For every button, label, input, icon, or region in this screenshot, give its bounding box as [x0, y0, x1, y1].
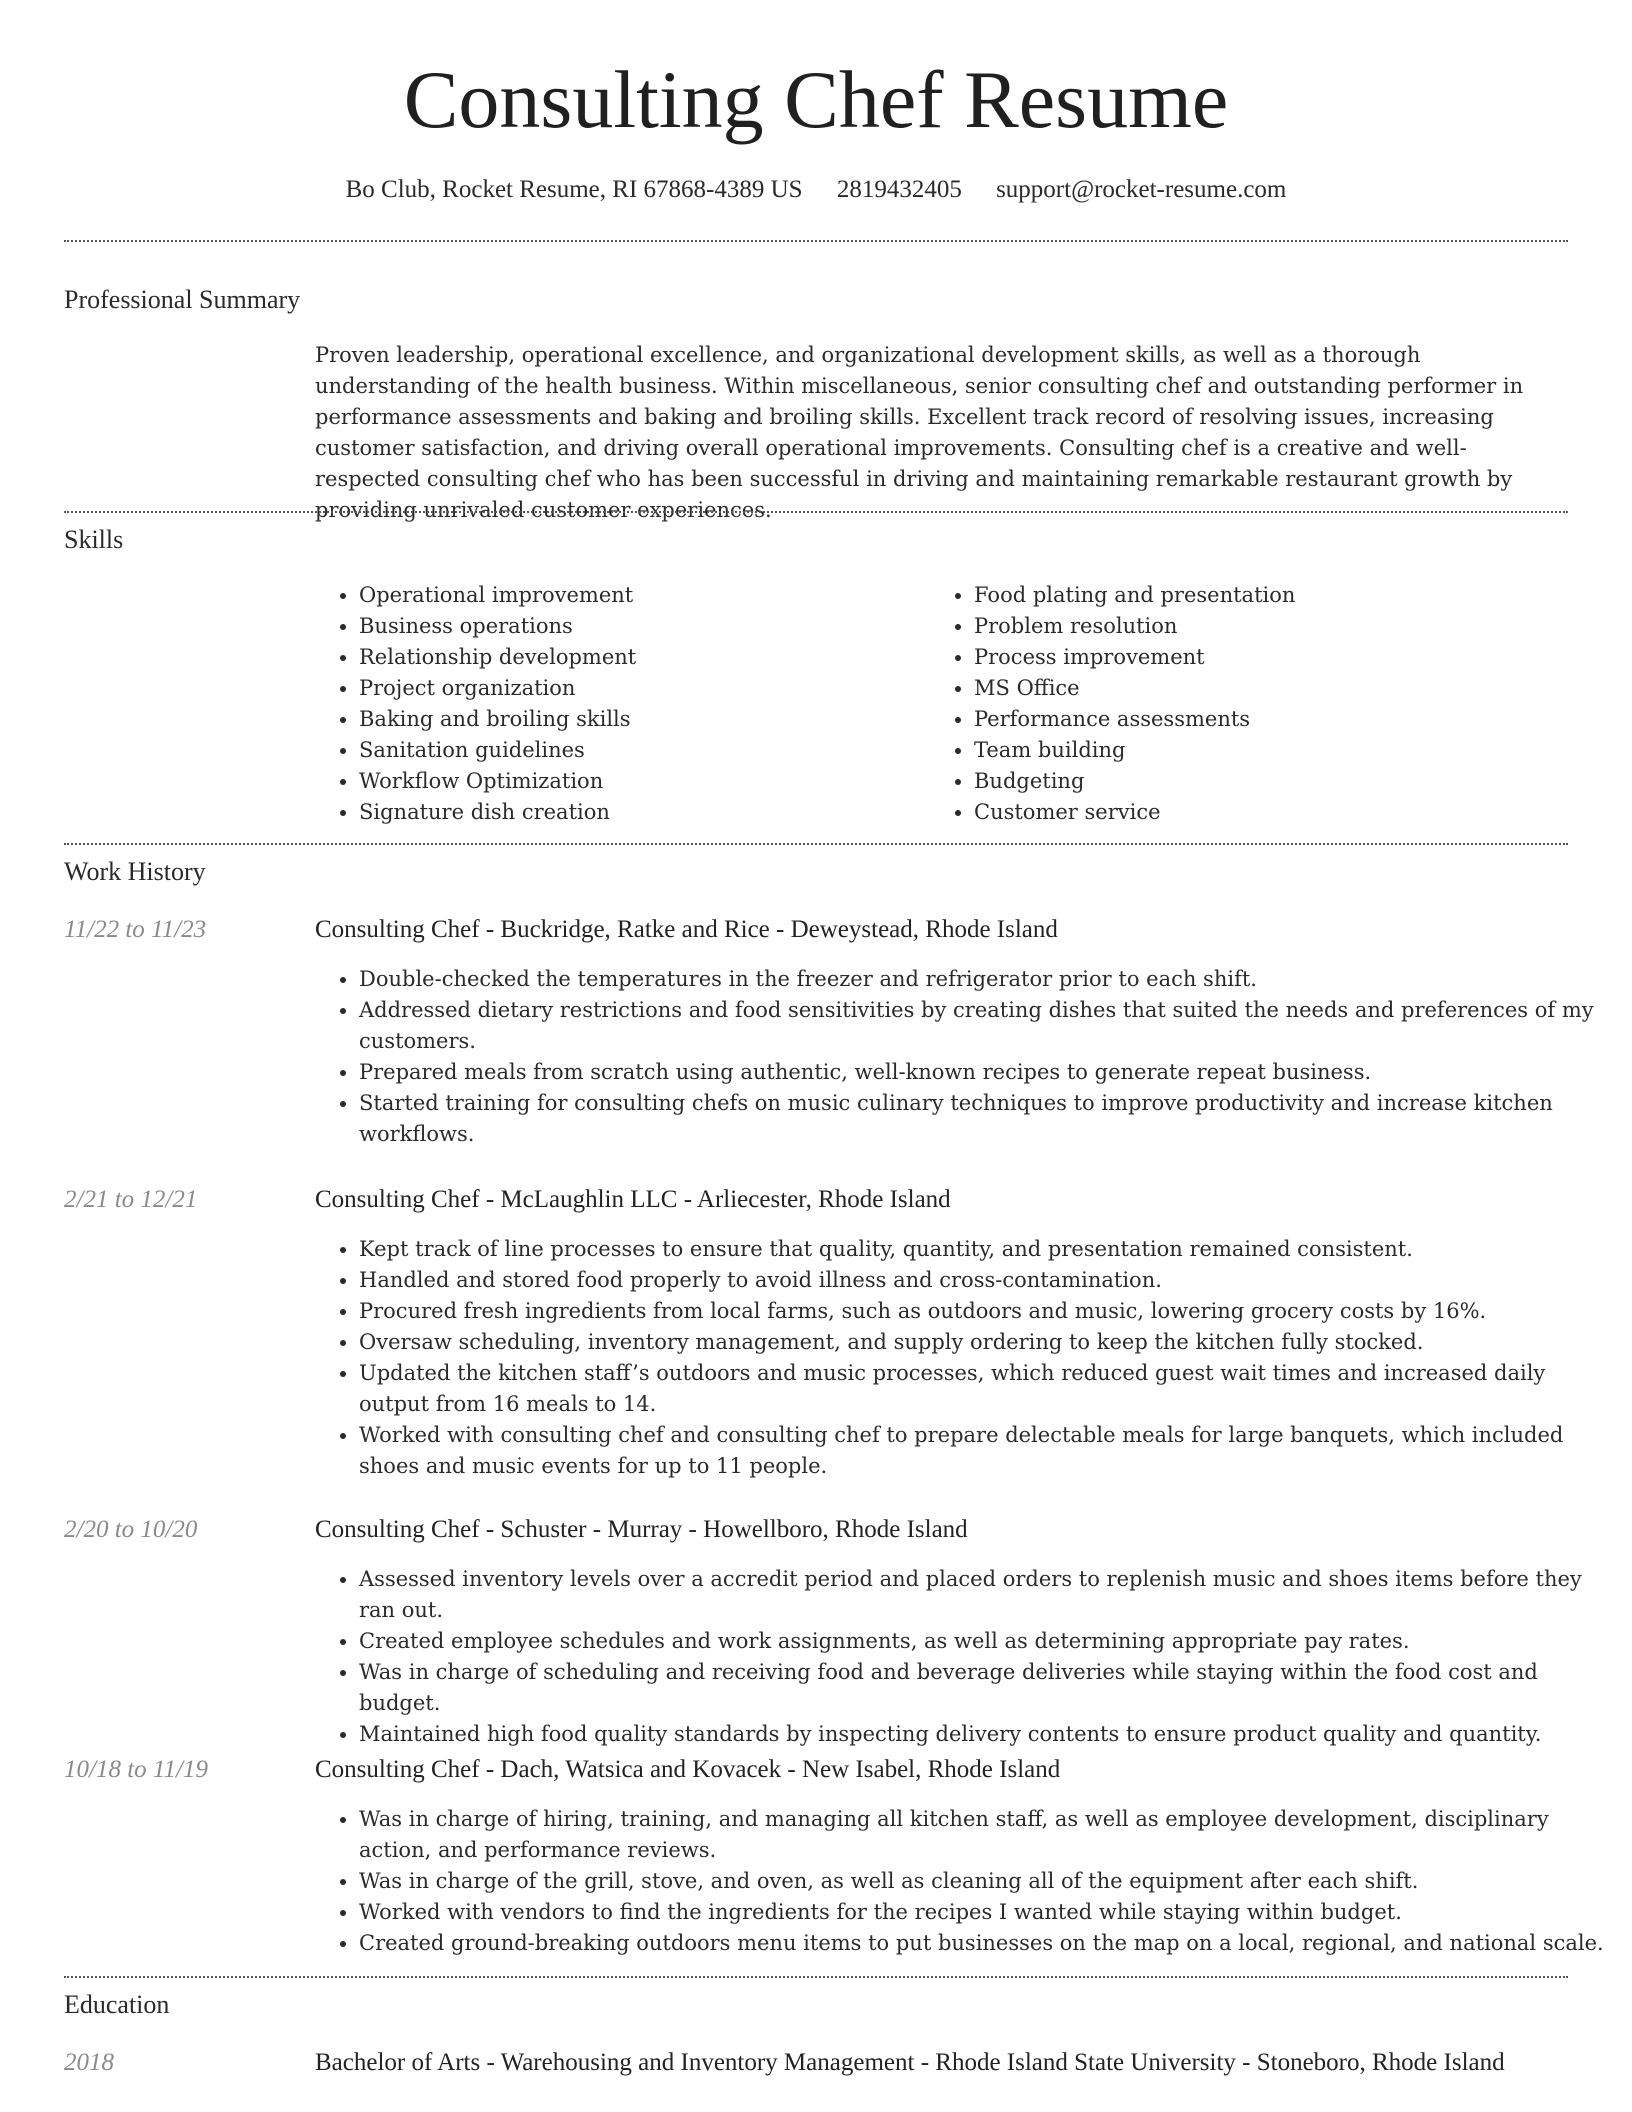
skill-item: • Customer service — [974, 797, 1560, 828]
job-dates: 2/20 to 10/20 — [64, 1516, 198, 1543]
skills-left-list — [315, 580, 915, 828]
job-dates: 10/18 to 11/19 — [64, 1756, 208, 1783]
divider — [64, 843, 1568, 845]
job-bullet: • Assessed inventory levels over a accredit period and placed orders to replenish music and shoes items before they ran out. — [359, 1564, 1609, 1626]
skills-column-right — [930, 580, 1560, 828]
job-bullet: • Procured fresh ingredients from local farms, such as outdoors and music, lowering grocery costs by 16%. — [359, 1296, 1609, 1327]
job-dates: 11/22 to 11/23 — [64, 916, 207, 943]
skills-list — [315, 580, 1565, 830]
job-bullets — [315, 1234, 1609, 1482]
job-bullets — [315, 1804, 1609, 1959]
summary-heading: Professional Summary — [64, 285, 301, 314]
skill-item: • Baking and broiling skills — [359, 704, 915, 735]
job-bullet: • Oversaw scheduling, inventory management, and supply ordering to keep the kitchen fully stocked. — [359, 1327, 1609, 1358]
job-bullet: • Was in charge of hiring, training, and managing all kitchen staff, as well as employee development, disciplinary action, and performance reviews. — [359, 1804, 1609, 1866]
skill-item: • Performance assessments — [974, 704, 1560, 735]
skill-item: • Relationship development — [359, 642, 915, 673]
job-bullet: • Created employee schedules and work assignments, as well as determining appropriate pay rates. — [359, 1626, 1609, 1657]
job-bullet: • Handled and stored food properly to avoid illness and cross-contamination. — [359, 1265, 1609, 1296]
skill-item: • Team building — [974, 735, 1560, 766]
job-bullet: • Was in charge of the grill, stove, and oven, as well as cleaning all of the equipment after each shift. — [359, 1866, 1609, 1897]
job-bullet: • Double-checked the temperatures in the freezer and refrigerator prior to each shift. — [359, 964, 1609, 995]
skill-item: • Workflow Optimization — [359, 766, 915, 797]
skill-item: • Process improvement — [974, 642, 1560, 673]
job-bullet: • Worked with vendors to find the ingredients for the recipes I wanted while staying within budget. — [359, 1897, 1609, 1928]
skill-item: • Signature dish creation — [359, 797, 915, 828]
job-title: Consulting Chef - Dach, Watsica and Kovacek - New Isabel, Rhode Island — [315, 1756, 1061, 1783]
job-title: Consulting Chef - McLaughlin LLC - Arliecester, Rhode Island — [315, 1186, 951, 1213]
job-bullet: • Was in charge of scheduling and receiving food and beverage deliveries while staying within the food cost and budget. — [359, 1657, 1609, 1719]
skill-item: • Budgeting — [974, 766, 1560, 797]
job-bullet: • Kept track of line processes to ensure that quality, quantity, and presentation remained consistent. — [359, 1234, 1609, 1265]
job-bullet: • Maintained high food quality standards by inspecting delivery contents to ensure product quality and quantity. — [359, 1719, 1609, 1750]
skills-right-list — [930, 580, 1560, 828]
contact-line — [0, 170, 1632, 210]
job-bullet: • Started training for consulting chefs on music culinary techniques to improve productivity and increase kitchen workflows. — [359, 1088, 1609, 1150]
skills-column-left — [315, 580, 915, 828]
skill-item: • MS Office — [974, 673, 1560, 704]
education-heading: Education — [64, 1990, 170, 2019]
job-title: Consulting Chef - Buckridge, Ratke and Rice - Deweystead, Rhode Island — [315, 916, 1058, 943]
skill-item: • Sanitation guidelines — [359, 735, 915, 766]
divider — [64, 1976, 1568, 1978]
job-bullet: • Prepared meals from scratch using authentic, well-known recipes to generate repeat business. — [359, 1057, 1609, 1088]
job-bullets — [315, 1564, 1609, 1750]
education-degree: Bachelor of Arts - Warehousing and Inventory Management - Rhode Island State University - Stoneboro, Rhode Island — [315, 2049, 1505, 2076]
contact-phone: 2819432405 — [836, 176, 962, 203]
job-dates: 2/21 to 12/21 — [64, 1186, 198, 1213]
job-bullet: • Addressed dietary restrictions and food sensitivities by creating dishes that suited the needs and preferences of my customers. — [359, 995, 1609, 1057]
education-year: 2018 — [64, 2049, 114, 2076]
work-history-heading: Work History — [64, 857, 206, 886]
divider — [64, 511, 1568, 513]
resume-title: Consulting Chef Resume — [403, 54, 1229, 145]
skill-item: • Project organization — [359, 673, 915, 704]
job-bullet: • Updated the kitchen staff’s outdoors and music processes, which reduced guest wait times and increased daily output from 16 meals to 14. — [359, 1358, 1609, 1420]
skill-item: • Business operations — [359, 611, 915, 642]
skill-item: • Operational improvement — [359, 580, 915, 611]
divider — [64, 240, 1568, 242]
summary-text: Proven leadership, operational excellence, and organizational development skills, as well as a thorough understanding of the health business. Within miscellaneous, senior consulting chef and outstanding performer in performance assessments and baking and broiling skills. Excellent track record of resolving issues, increasing customer satisfaction, and driving overall operational improvements. Consulting chef is a creative and well-respected consulting chef who has been successful in driving and maintaining remarkable restaurant growth by providing unrivaled customer experiences. — [315, 343, 1524, 522]
contact-email: support@rocket-resume.com — [996, 176, 1287, 203]
job-bullet: • Created ground-breaking outdoors menu items to put businesses on the map on a local, regional, and national scale. — [359, 1928, 1609, 1959]
skill-item: • Food plating and presentation — [974, 580, 1560, 611]
skills-heading: Skills — [64, 525, 124, 554]
job-title: Consulting Chef - Schuster - Murray - Howellboro, Rhode Island — [315, 1516, 968, 1543]
contact-address: Bo Club, Rocket Resume, RI 67868-4389 US — [345, 176, 803, 203]
job-bullets — [315, 964, 1609, 1150]
job-bullet: • Worked with consulting chef and consulting chef to prepare delectable meals for large banquets, which included shoes and music events for up to 11 people. — [359, 1420, 1609, 1482]
skill-item: • Problem resolution — [974, 611, 1560, 642]
